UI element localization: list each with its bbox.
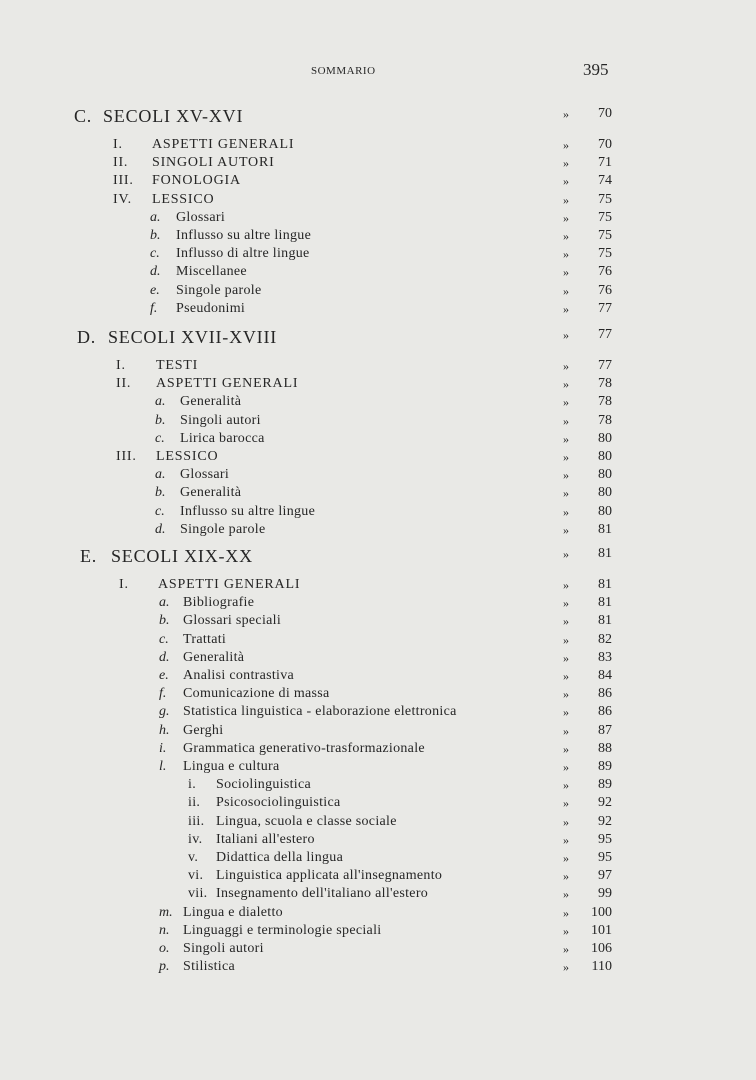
entry-number: l.: [159, 759, 167, 774]
entry-number: p.: [159, 959, 170, 975]
entry-page: 77: [598, 358, 612, 373]
entry-page: 95: [598, 850, 612, 865]
entry-number: c.: [155, 430, 165, 446]
entry-number: b.: [159, 613, 170, 629]
ditto-mark: »: [563, 814, 569, 829]
entry-title: Sociolinguistica: [216, 777, 312, 793]
entry-page: 92: [598, 795, 612, 811]
entry-page: 95: [598, 831, 612, 847]
entry-title: Glossari: [176, 209, 226, 225]
ditto-mark: »: [563, 283, 569, 298]
entry-title: SECOLI XIX-XX: [111, 546, 253, 566]
entry-number: d.: [159, 649, 170, 665]
entry-number: iii.: [188, 813, 205, 829]
entry-title: Lingua e dialetto: [183, 904, 283, 920]
ditto-mark: »: [563, 265, 569, 280]
subsection-entry: [0, 595, 756, 615]
entry-title: Grammatica generativo-trasformazionale: [183, 740, 425, 756]
chapter-entry: [0, 449, 756, 469]
ditto-mark: »: [563, 174, 569, 189]
ditto-mark: »: [563, 960, 569, 975]
ditto-mark: »: [563, 796, 569, 811]
running-head: SOMMARIO: [311, 65, 376, 77]
ditto-mark: »: [563, 650, 569, 665]
entry-title: Insegnamento dell'italiano all'estero: [216, 886, 429, 902]
subsection-entry: [0, 210, 756, 230]
subsection-entry: [0, 613, 756, 633]
entry-title: Singoli autori: [183, 941, 264, 956]
ditto-mark: »: [563, 614, 569, 629]
subsection-entry: [0, 228, 756, 248]
entry-page: 75: [598, 228, 612, 243]
entry-number: vi.: [188, 868, 204, 884]
entry-title: Lingua e cultura: [183, 759, 280, 774]
entry-number: m.: [159, 904, 173, 920]
entry-number: E.: [80, 546, 98, 566]
ditto-mark: »: [563, 395, 569, 410]
entry-title: Influsso di altre lingue: [176, 246, 310, 262]
entry-number: I.: [116, 358, 126, 373]
entry-page: 110: [591, 959, 612, 975]
subentry: [0, 814, 756, 834]
ditto-mark: »: [563, 522, 569, 537]
entry-page: 81: [598, 546, 612, 561]
entry-title: Lirica barocca: [180, 430, 265, 446]
subsection-entry: [0, 704, 756, 724]
entry-title: Bibliografie: [183, 595, 255, 611]
subsection-entry: [0, 467, 756, 487]
page-number: 395: [583, 60, 609, 79]
entry-page: 80: [598, 467, 612, 483]
entry-page: 81: [598, 577, 612, 592]
entry-number: e.: [150, 282, 160, 298]
ditto-mark: »: [563, 596, 569, 611]
entry-number: f.: [159, 686, 167, 702]
subentry: [0, 850, 756, 870]
ditto-mark: »: [563, 942, 569, 956]
entry-title: SINGOLI AUTORI: [152, 155, 275, 171]
subsection-entry: [0, 264, 756, 284]
entry-page: 100: [591, 904, 612, 920]
subentry: [0, 832, 756, 852]
entry-title: Statistica linguistica - elaborazione elettronica: [183, 704, 457, 720]
entry-page: 83: [598, 649, 612, 665]
entry-title: Generalità: [180, 394, 242, 410]
ditto-mark: »: [563, 229, 569, 243]
entry-page: 76: [598, 282, 612, 298]
entry-number: d.: [150, 264, 161, 280]
subsection-entry: [0, 283, 756, 303]
entry-page: 87: [598, 722, 612, 738]
entry-page: 80: [598, 430, 612, 446]
ditto-mark: »: [563, 778, 569, 793]
entry-title: Singole parole: [176, 282, 262, 298]
entry-page: 89: [598, 759, 612, 774]
subsection-entry: [0, 668, 756, 688]
subentry: [0, 886, 756, 906]
entry-title: Influsso su altre lingue: [180, 503, 316, 519]
chapter-entry: [0, 577, 756, 597]
entry-number: vii.: [188, 886, 208, 902]
subsection-entry: [0, 905, 756, 925]
entry-number: c.: [155, 503, 165, 519]
ditto-mark: »: [563, 923, 569, 938]
entry-title: Psicosociolinguistica: [216, 795, 341, 811]
entry-page: 80: [598, 485, 612, 501]
entry-number: ii.: [188, 795, 201, 811]
entry-page: 78: [598, 394, 612, 410]
entry-title: Comunicazione di massa: [183, 686, 330, 702]
subsection-entry: [0, 686, 756, 706]
entry-number: C.: [74, 106, 93, 126]
subsection-entry: [0, 522, 756, 542]
entry-title: SECOLI XV-XVI: [103, 106, 244, 126]
entry-number: v.: [188, 850, 199, 865]
chapter-entry: [0, 358, 756, 378]
section-heading: [0, 546, 756, 566]
entry-number: b.: [155, 412, 166, 428]
entry-number: II.: [113, 155, 129, 171]
ditto-mark: »: [563, 705, 569, 720]
entry-title: Stilistica: [183, 959, 235, 975]
section-heading: [0, 106, 756, 126]
entry-title: Linguistica applicata all'insegnamento: [216, 868, 443, 884]
entry-page: 71: [598, 155, 612, 171]
subsection-entry: [0, 394, 756, 414]
entry-page: 86: [598, 686, 612, 702]
entry-title: Trattati: [183, 631, 227, 647]
ditto-mark: »: [563, 741, 569, 756]
ditto-mark: »: [563, 851, 569, 865]
entry-title: Didattica della lingua: [216, 850, 344, 865]
entry-number: c.: [159, 631, 169, 647]
subsection-entry: [0, 431, 756, 451]
entry-number: b.: [155, 485, 166, 501]
ditto-mark: »: [563, 359, 569, 373]
entry-title: Singoli autori: [180, 412, 261, 428]
subentry: [0, 868, 756, 888]
entry-page: 75: [598, 246, 612, 262]
entry-number: b.: [150, 228, 161, 243]
entry-page: 77: [598, 327, 612, 342]
entry-page: 86: [598, 704, 612, 720]
entry-page: 78: [598, 412, 612, 428]
entry-title: Pseudonimi: [176, 300, 246, 316]
entry-page: 97: [598, 868, 612, 884]
entry-number: h.: [159, 722, 170, 738]
entry-title: Glossari: [180, 467, 230, 483]
entry-number: III.: [116, 449, 137, 464]
entry-title: ASPETTI GENERALI: [158, 577, 301, 592]
entry-page: 81: [598, 521, 612, 537]
subentry: [0, 795, 756, 815]
ditto-mark: »: [563, 138, 569, 152]
ditto-mark: »: [563, 723, 569, 738]
entry-page: 92: [598, 813, 612, 829]
entry-title: Gerghi: [183, 722, 224, 738]
entry-title: Singole parole: [180, 521, 266, 537]
entry-number: D.: [77, 327, 97, 347]
entry-number: a.: [155, 467, 166, 483]
entry-title: FONOLOGIA: [152, 173, 241, 189]
entry-number: I.: [113, 137, 123, 152]
subsection-entry: [0, 959, 756, 979]
ditto-mark: »: [563, 547, 569, 561]
entry-number: II.: [116, 376, 132, 392]
entry-title: TESTI: [156, 358, 199, 373]
entry-title: Miscellanee: [176, 264, 247, 280]
ditto-mark: »: [563, 247, 569, 262]
section-heading: [0, 327, 756, 347]
ditto-mark: »: [563, 328, 569, 342]
entry-title: Analisi contrastiva: [183, 668, 295, 683]
entry-number: I.: [119, 577, 129, 592]
entry-title: ASPETTI GENERALI: [156, 376, 299, 392]
subsection-entry: [0, 413, 756, 433]
entry-page: 74: [598, 173, 612, 189]
ditto-mark: »: [563, 905, 569, 920]
subsection-entry: [0, 723, 756, 743]
subsection-entry: [0, 632, 756, 652]
entry-page: 101: [591, 922, 612, 938]
ditto-mark: »: [563, 869, 569, 884]
chapter-entry: [0, 137, 756, 157]
ditto-mark: »: [563, 504, 569, 519]
entry-title: Generalità: [183, 649, 245, 665]
entry-page: 70: [598, 137, 612, 152]
ditto-mark: »: [563, 760, 569, 774]
entry-title: Generalità: [180, 485, 242, 501]
chapter-entry: [0, 155, 756, 175]
subsection-entry: [0, 741, 756, 761]
subsection-entry: [0, 504, 756, 524]
entry-number: o.: [159, 941, 170, 956]
entry-page: 76: [598, 264, 612, 280]
ditto-mark: »: [563, 377, 569, 392]
entry-title: Italiani all'estero: [216, 831, 315, 847]
subsection-entry: [0, 485, 756, 505]
entry-page: 80: [598, 503, 612, 519]
entry-number: i.: [159, 740, 167, 756]
entry-title: LESSICO: [152, 191, 215, 207]
subsection-entry: [0, 246, 756, 266]
entry-page: 106: [591, 941, 612, 956]
entry-number: d.: [155, 521, 166, 537]
ditto-mark: »: [563, 107, 569, 121]
ditto-mark: »: [563, 431, 569, 446]
ditto-mark: »: [563, 210, 569, 225]
entry-page: 82: [598, 631, 612, 647]
entry-title: Linguaggi e terminologie speciali: [183, 922, 382, 938]
entry-title: LESSICO: [156, 449, 219, 464]
chapter-entry: [0, 376, 756, 396]
ditto-mark: »: [563, 887, 569, 902]
entry-page: 70: [598, 106, 612, 121]
subsection-entry: [0, 941, 756, 961]
entry-number: n.: [159, 922, 170, 938]
entry-page: 81: [598, 613, 612, 629]
entry-number: a.: [155, 394, 166, 410]
ditto-mark: »: [563, 413, 569, 428]
subsection-entry: [0, 650, 756, 670]
entry-title: Lingua, scuola e classe sociale: [216, 813, 397, 829]
ditto-mark: »: [563, 192, 569, 207]
entry-number: f.: [150, 300, 158, 316]
entry-number: iv.: [188, 831, 203, 847]
subsection-entry: [0, 923, 756, 943]
entry-number: a.: [150, 209, 161, 225]
entry-page: 78: [598, 376, 612, 392]
entry-number: i.: [188, 777, 196, 793]
entry-number: IV.: [113, 191, 132, 207]
entry-number: c.: [150, 246, 160, 262]
entry-page: 89: [598, 777, 612, 793]
entry-page: 80: [598, 449, 612, 464]
entry-page: 84: [598, 668, 612, 683]
entry-number: a.: [159, 595, 170, 611]
ditto-mark: »: [563, 156, 569, 171]
entry-page: 75: [598, 209, 612, 225]
chapter-entry: [0, 192, 756, 212]
entry-title: ASPETTI GENERALI: [152, 137, 295, 152]
subsection-entry: [0, 301, 756, 321]
entry-number: e.: [159, 668, 169, 683]
entry-page: 77: [598, 300, 612, 316]
ditto-mark: »: [563, 687, 569, 702]
entry-title: Glossari speciali: [183, 613, 282, 629]
ditto-mark: »: [563, 301, 569, 316]
entry-page: 75: [598, 191, 612, 207]
ditto-mark: »: [563, 632, 569, 647]
ditto-mark: »: [563, 486, 569, 501]
ditto-mark: »: [563, 832, 569, 847]
ditto-mark: »: [563, 578, 569, 592]
ditto-mark: »: [563, 669, 569, 683]
ditto-mark: »: [563, 450, 569, 464]
entry-title: SECOLI XVII-XVIII: [108, 327, 278, 347]
entry-page: 88: [598, 740, 612, 756]
entry-page: 81: [598, 595, 612, 611]
entry-title: Influsso su altre lingue: [176, 228, 312, 243]
entry-page: 99: [598, 886, 612, 902]
subsection-entry: [0, 759, 756, 779]
chapter-entry: [0, 173, 756, 193]
entry-number: g.: [159, 704, 170, 720]
subentry: [0, 777, 756, 797]
entry-number: III.: [113, 173, 134, 189]
ditto-mark: »: [563, 468, 569, 483]
